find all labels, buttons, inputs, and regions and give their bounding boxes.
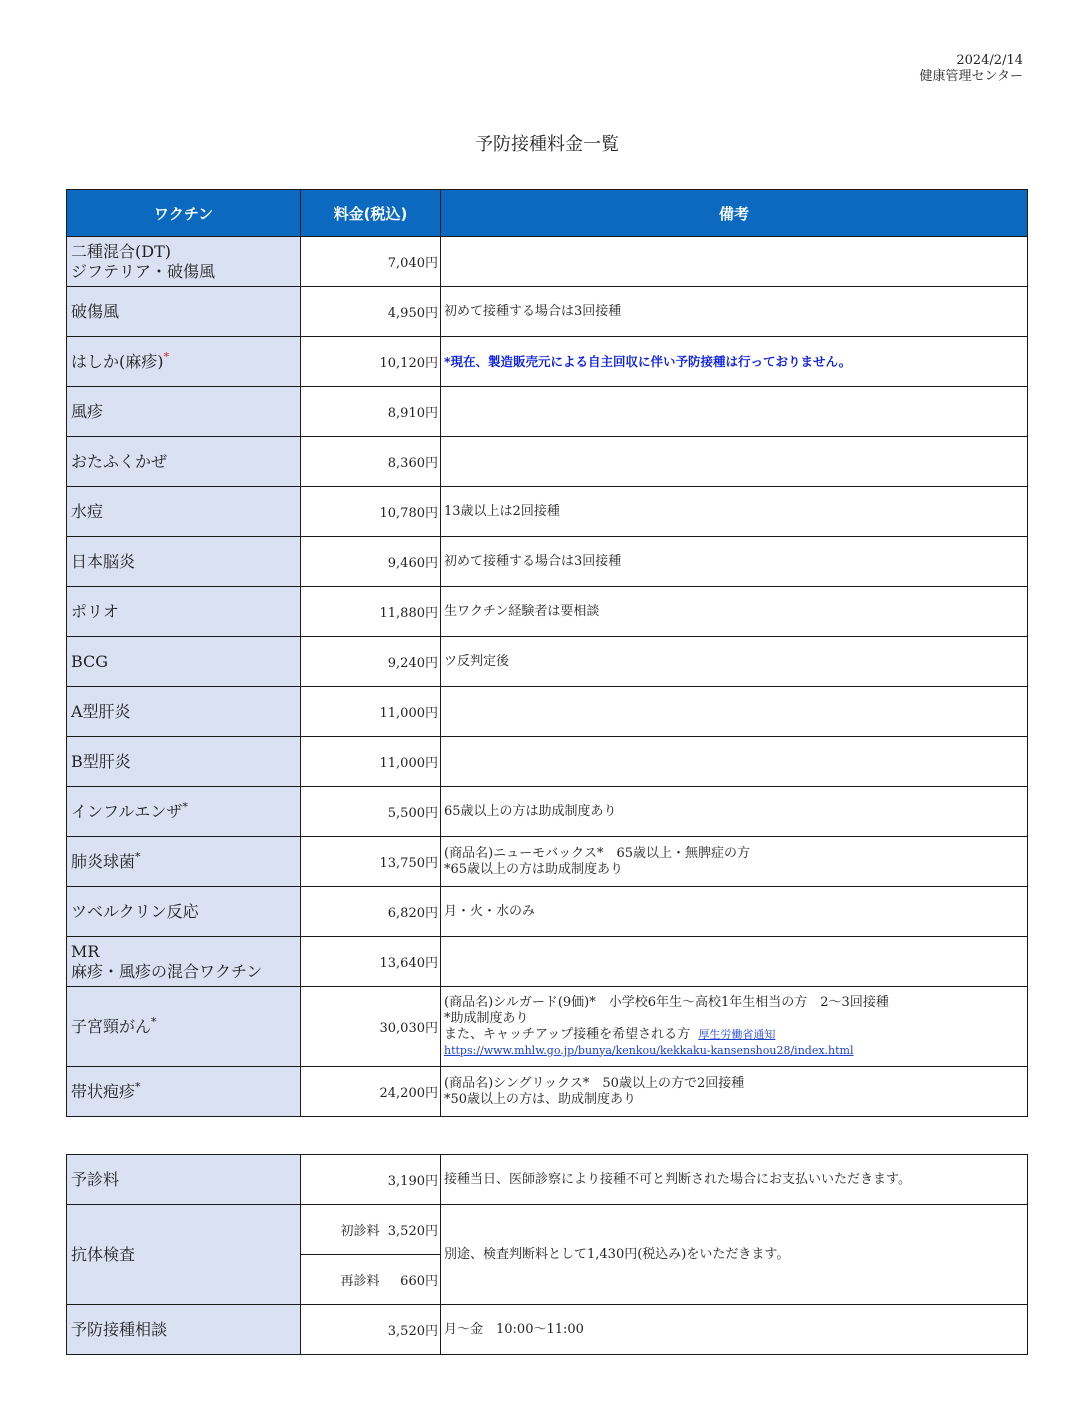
table-row [67,587,1028,637]
asterisk-mark: * [135,1080,141,1094]
vaccine-price: 24,200円 [301,1067,441,1117]
table-row [67,937,1028,987]
vaccine-note [441,837,1028,887]
vaccine-price: 9,460円 [301,537,441,587]
vaccine-note [441,787,1028,837]
vaccine-price: 6,820円 [301,887,441,937]
vaccine-name [67,387,301,437]
note-line: *現在、製造販売元による自主回収に伴い予防接種は行っておりません。 [444,353,852,369]
row-name: 抗体検査 [67,1205,301,1305]
vaccine-name [67,337,301,387]
vaccine-name [67,737,301,787]
first-visit-label: 初診料 [340,1224,380,1239]
header-info [920,53,1023,85]
vaccine-name [67,437,301,487]
column-header-vaccine: ワクチン [67,190,301,237]
vaccine-name-text: 水痘 [71,501,104,521]
vaccine-note [441,987,1028,1067]
repeat-visit-price: 660円 [400,1274,438,1289]
note-line: 13歳以上は2回接種 [444,503,560,519]
note-line: (商品名)シングリックス* 50歳以上の方で2回接種 [444,1075,745,1091]
asterisk-mark: * [163,350,169,364]
vaccine-price: 11,880円 [301,587,441,637]
vaccine-name-text: 子宮頸がん [71,1016,152,1036]
vaccine-name-text: MR [71,941,100,961]
table-row [67,1155,1028,1205]
row-price: 3,520円 [301,1305,441,1355]
vaccine-name [67,937,301,987]
vaccine-note [441,387,1028,437]
mhlw-url-link[interactable]: https://www.mhlw.go.jp/bunya/kenkou/kekkaku-kansenshou28/index.html [444,1043,854,1057]
vaccine-name [67,287,301,337]
column-header-notes: 備考 [441,190,1028,237]
vaccine-name-text: はしか(麻疹) [71,351,164,371]
vaccine-note [441,937,1028,987]
vaccine-price: 10,780円 [301,487,441,537]
table-row [67,437,1028,487]
row-note: 月～金 10:00～11:00 [441,1305,1028,1355]
vaccine-price: 11,000円 [301,687,441,737]
vaccine-name [67,637,301,687]
table-row [67,637,1028,687]
vaccine-name-text: 日本脳炎 [71,551,136,571]
table-row [67,387,1028,437]
table-row [67,287,1028,337]
vaccine-name-text: ツベルクリン反応 [71,901,199,921]
note-line-with-link [444,1027,1023,1043]
vaccine-name [67,887,301,937]
table-row [67,1205,1028,1255]
vaccine-price: 30,030円 [301,987,441,1067]
mhlw-notice-link[interactable]: 厚生労働省通知 [698,1027,776,1041]
vaccine-name-text: 風疹 [71,401,104,421]
vaccine-name [67,687,301,737]
vaccine-name-text: 帯状疱疹 [71,1081,136,1101]
table-row [67,987,1028,1067]
vaccine-name-text: 肺炎球菌 [71,851,136,871]
vaccine-name [67,587,301,637]
vaccine-name-text: ポリオ [71,601,119,621]
vaccine-name [67,987,301,1067]
table-row [67,837,1028,887]
vaccine-name-text: BCG [71,651,109,671]
table-row [67,337,1028,387]
note-line: *助成制度あり [444,1010,529,1026]
vaccine-name-text: A型肝炎 [71,701,131,721]
vaccine-name-text: B型肝炎 [71,751,131,771]
first-visit-price: 3,520円 [387,1224,438,1239]
vaccine-note [441,637,1028,687]
vaccine-price: 13,750円 [301,837,441,887]
note-line: 65歳以上の方は助成制度あり [444,803,617,819]
row-note: 接種当日、医師診察により接種不可と判断された場合にお支払いいただきます。 [441,1155,1028,1205]
vaccine-name [67,1067,301,1117]
table-body [67,237,1028,1117]
organization-name: 健康管理センター [919,69,1023,84]
table-row [67,237,1028,287]
note-line: 月・火・水のみ [444,903,536,919]
vaccine-name-sub: 麻疹・風疹の混合ワクチン [71,961,263,981]
vaccine-note [441,337,1028,387]
row-name: 予防接種相談 [67,1305,301,1355]
vaccine-note [441,1067,1028,1117]
note-url-line [444,1043,1023,1059]
vaccine-note [441,487,1028,537]
vaccine-note [441,587,1028,637]
vaccine-price: 8,360円 [301,437,441,487]
vaccine-name [67,487,301,537]
other-fees-table [66,1154,1028,1355]
repeat-visit-fee [301,1255,441,1305]
vaccine-price: 4,950円 [301,287,441,337]
vaccine-note [441,687,1028,737]
vaccine-price: 13,640円 [301,937,441,987]
note-text: また、キャッチアップ接種を希望される方 [444,1026,691,1042]
vaccine-price: 10,120円 [301,337,441,387]
vaccine-price: 9,240円 [301,637,441,687]
table-row [67,487,1028,537]
table-row [67,887,1028,937]
repeat-visit-label: 再診料 [340,1274,380,1289]
table-row [67,687,1028,737]
note-line: 初めて接種する場合は3回接種 [444,553,622,569]
asterisk-mark: * [151,1015,157,1029]
vaccine-note [441,287,1028,337]
vaccine-price: 5,500円 [301,787,441,837]
note-line: ツ反判定後 [444,653,510,669]
row-price: 3,190円 [301,1155,441,1205]
row-note: 別途、検査判断料として1,430円(税込み)をいただきます。 [441,1205,1028,1305]
note-line: (商品名)シルガード(9価)* 小学校6年生～高校1年生相当の方 2～3回接種 [444,994,889,1010]
vaccine-note [441,437,1028,487]
vaccine-note [441,537,1028,587]
vaccine-name-sub: ジフテリア・破傷風 [71,261,216,281]
column-header-price: 料金(税込) [301,190,441,237]
vaccine-name [67,837,301,887]
note-line: 生ワクチン経験者は要相談 [444,603,600,619]
table-row [67,1067,1028,1117]
table-row [67,537,1028,587]
vaccine-note [441,887,1028,937]
note-line: *65歳以上の方は助成制度あり [444,861,624,877]
vaccine-name-text: インフルエンザ [71,801,183,821]
first-visit-fee [301,1205,441,1255]
table-row [67,737,1028,787]
asterisk-mark: * [135,850,141,864]
vaccine-name-text: 破傷風 [71,301,120,321]
table-header-row [67,190,1028,237]
row-name: 予診料 [67,1155,301,1205]
vaccine-price-table [66,189,1028,1117]
vaccine-note [441,737,1028,787]
vaccine-name-text: 二種混合(DT) [71,241,171,261]
vaccine-name [67,787,301,837]
vaccine-name [67,237,301,287]
note-line: 初めて接種する場合は3回接種 [444,303,622,319]
vaccine-price: 8,910円 [301,387,441,437]
note-line: *50歳以上の方は、助成制度あり [444,1091,637,1107]
vaccine-note [441,237,1028,287]
vaccine-name-text: おたふくかぜ [71,451,168,471]
note-line: (商品名)ニューモバックス* 65歳以上・無脾症の方 [444,845,751,861]
vaccine-name [67,537,301,587]
page-title: 予防接種料金一覧 [475,134,619,155]
table-row [67,1305,1028,1355]
vaccine-price: 7,040円 [301,237,441,287]
document-date: 2024/2/14 [956,53,1023,68]
table-row [67,787,1028,837]
vaccine-price: 11,000円 [301,737,441,787]
asterisk-mark: * [182,800,188,814]
